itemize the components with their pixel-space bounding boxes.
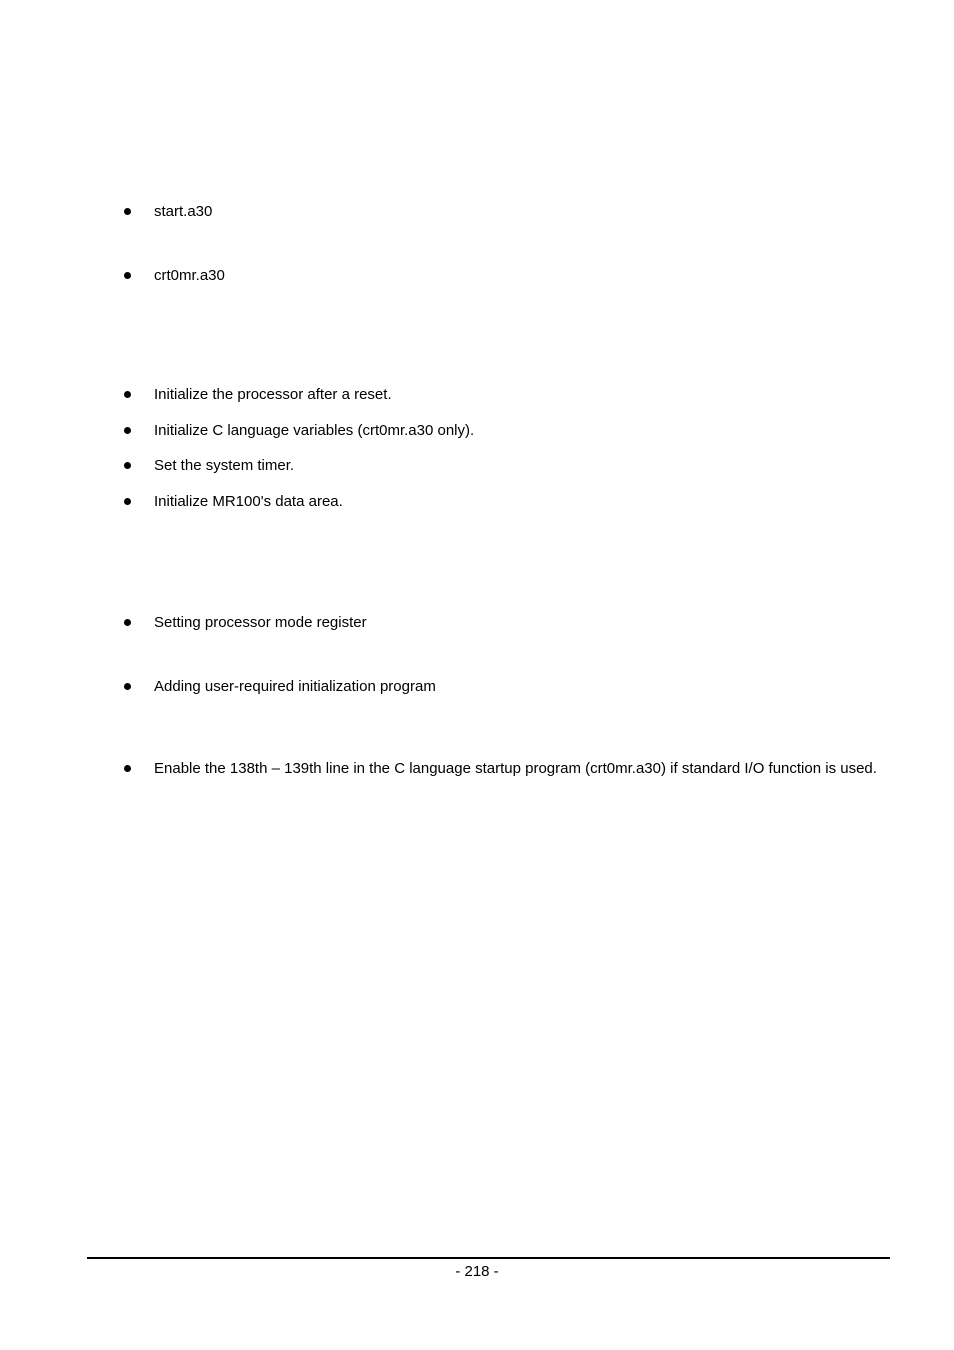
list-item-text: crt0mr.a30 (154, 267, 225, 284)
bullet-icon (124, 765, 131, 772)
bullet-icon (124, 462, 131, 469)
list-item-text: Enable the 138th – 139th line in the C language startup program (crt0mr.a30) if standard I/O function is used. (154, 760, 877, 777)
bullet-icon (124, 619, 131, 626)
bullet-icon (124, 272, 131, 279)
footer-divider (87, 1257, 890, 1259)
list-item-text: Initialize the processor after a reset. (154, 386, 392, 403)
bullet-icon (124, 208, 131, 215)
list-item-text: Initialize MR100's data area. (154, 493, 343, 510)
bullet-icon (124, 498, 131, 505)
list-item-text: Setting processor mode register (154, 614, 367, 631)
list-item (124, 760, 890, 800)
bullet-icon (124, 427, 131, 434)
page-number: - 218 - (455, 1263, 499, 1280)
bullet-icon (124, 683, 131, 690)
list-item-text: Adding user-required initialization program (154, 678, 436, 695)
list-item-text: Set the system timer. (154, 457, 295, 474)
list-item-text: start.a30 (154, 203, 213, 220)
list-item-text: Initialize C language variables (crt0mr.a30 only). (154, 422, 475, 439)
bullet-icon (124, 391, 131, 398)
